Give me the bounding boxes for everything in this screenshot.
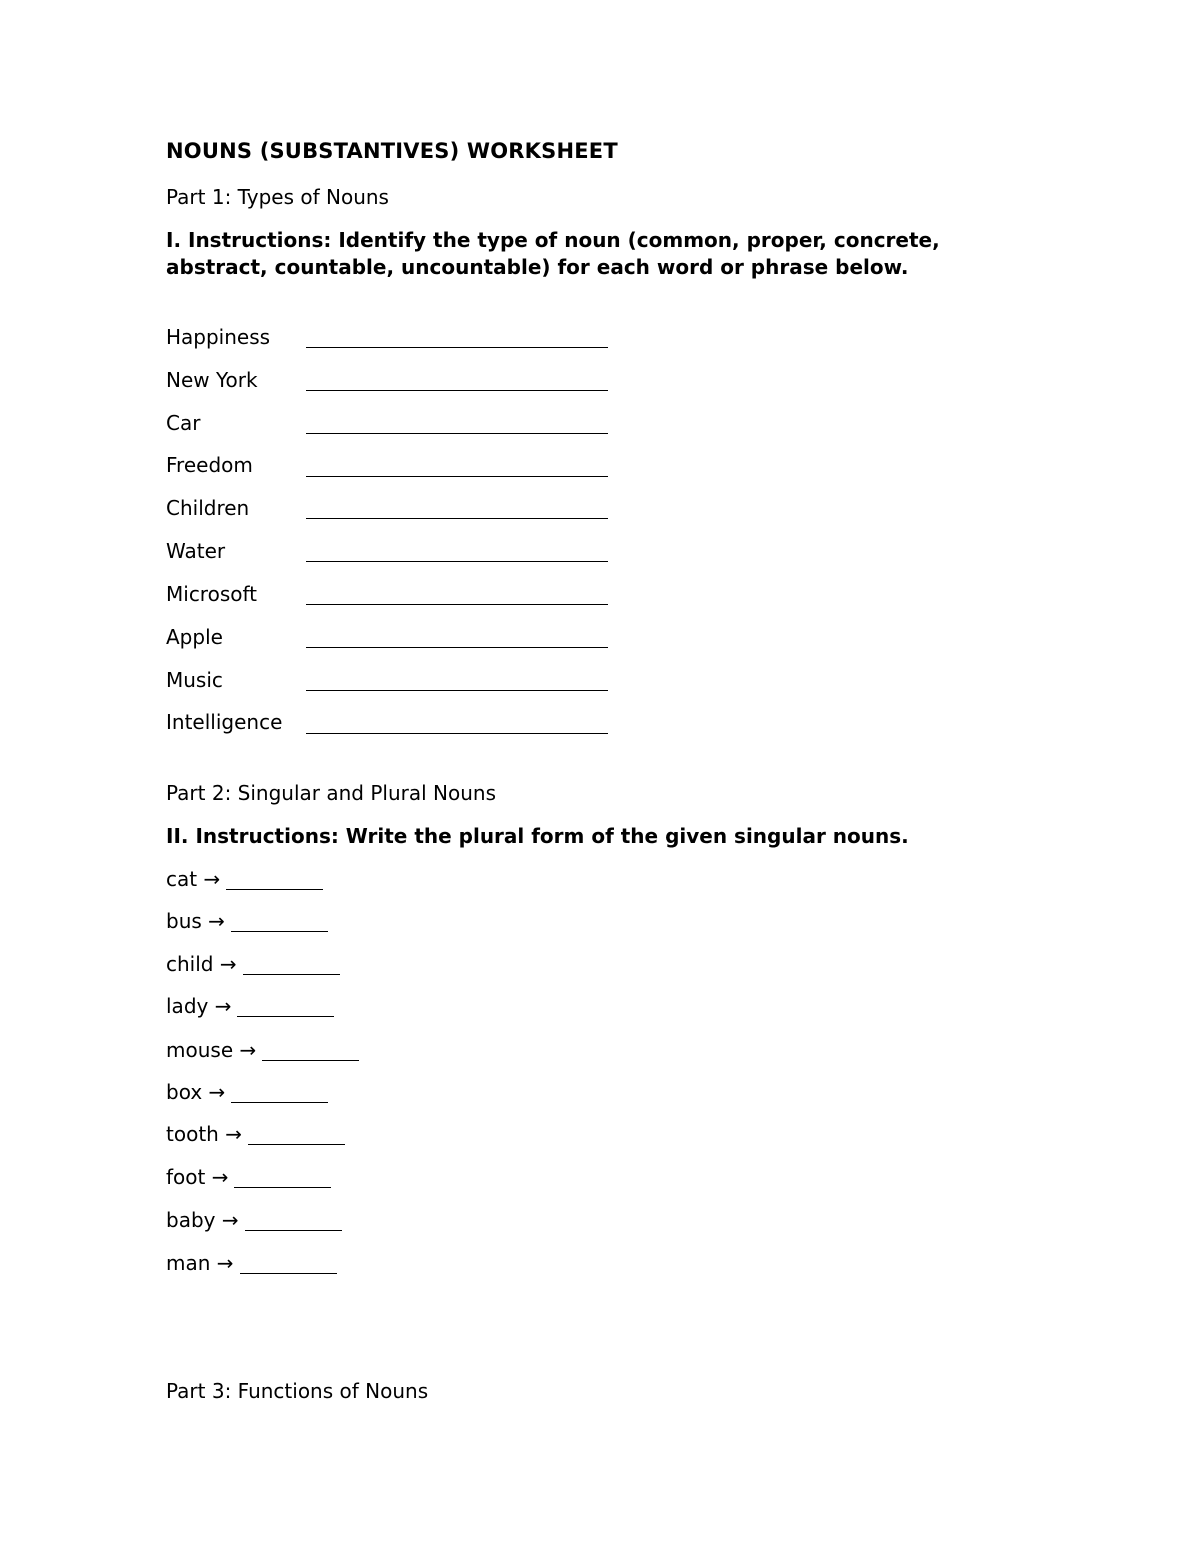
plural-answer-blank[interactable] bbox=[231, 931, 328, 932]
plural-item bbox=[166, 1080, 328, 1104]
plural-answer-blank[interactable] bbox=[248, 1144, 345, 1145]
plural-item bbox=[166, 1251, 337, 1275]
plural-answer-blank[interactable] bbox=[262, 1060, 359, 1061]
part1-heading: Part 1: Types of Nouns bbox=[166, 185, 389, 209]
part1-answer-line[interactable] bbox=[306, 476, 608, 477]
part1-answer-line[interactable] bbox=[306, 647, 608, 648]
part1-item-label: Music bbox=[166, 668, 223, 692]
part1-item-label: Freedom bbox=[166, 453, 253, 477]
part1-item-label: Microsoft bbox=[166, 582, 258, 606]
plural-item bbox=[166, 909, 328, 933]
part1-item-label: Children bbox=[166, 496, 250, 520]
plural-answer-blank[interactable] bbox=[231, 1102, 328, 1103]
plural-item bbox=[166, 1038, 359, 1062]
part1-item-label: Happiness bbox=[166, 325, 271, 349]
part1-instructions: I. Instructions: Identify the type of noun (common, proper, concrete, abstract, countable, uncountable) for each word or phrase below. bbox=[166, 228, 940, 279]
plural-answer-blank[interactable] bbox=[237, 1016, 334, 1017]
plural-answer-blank[interactable] bbox=[226, 889, 323, 890]
part1-answer-line[interactable] bbox=[306, 733, 608, 734]
plural-answer-blank[interactable] bbox=[243, 974, 340, 975]
part1-item-label: Water bbox=[166, 539, 226, 563]
plural-item bbox=[166, 994, 334, 1018]
plural-item bbox=[166, 1122, 345, 1146]
plural-item-word: bus → bbox=[166, 909, 225, 933]
part1-answer-line[interactable] bbox=[306, 347, 608, 348]
part1-item-label: Car bbox=[166, 411, 201, 435]
plural-item-word: lady → bbox=[166, 994, 232, 1018]
plural-item-word: foot → bbox=[166, 1165, 229, 1189]
part1-answer-line[interactable] bbox=[306, 561, 608, 562]
plural-answer-blank[interactable] bbox=[240, 1273, 337, 1274]
plural-answer-blank[interactable] bbox=[245, 1230, 342, 1231]
part2-instructions: II. Instructions: Write the plural form of the given singular nouns. bbox=[166, 824, 909, 848]
plural-item-word: man → bbox=[166, 1251, 234, 1275]
plural-item-word: tooth → bbox=[166, 1122, 242, 1146]
part1-item-label: Apple bbox=[166, 625, 223, 649]
plural-item bbox=[166, 952, 340, 976]
plural-item-word: baby → bbox=[166, 1208, 239, 1232]
part1-answer-line[interactable] bbox=[306, 690, 608, 691]
worksheet-title: NOUNS (SUBSTANTIVES) WORKSHEET bbox=[166, 139, 618, 163]
part1-item-label: New York bbox=[166, 368, 258, 392]
part1-answer-line[interactable] bbox=[306, 390, 608, 391]
plural-item bbox=[166, 1208, 342, 1232]
part1-answer-line[interactable] bbox=[306, 604, 608, 605]
part1-item-label: Intelligence bbox=[166, 710, 283, 734]
plural-item-word: child → bbox=[166, 952, 237, 976]
plural-answer-blank[interactable] bbox=[234, 1187, 331, 1188]
plural-item-word: box → bbox=[166, 1080, 226, 1104]
plural-item-word: mouse → bbox=[166, 1038, 257, 1062]
part1-answer-line[interactable] bbox=[306, 518, 608, 519]
part2-heading: Part 2: Singular and Plural Nouns bbox=[166, 781, 496, 805]
part3-heading: Part 3: Functions of Nouns bbox=[166, 1379, 429, 1403]
part1-answer-line[interactable] bbox=[306, 433, 608, 434]
plural-item-word: cat → bbox=[166, 867, 221, 891]
plural-item bbox=[166, 1165, 331, 1189]
plural-item bbox=[166, 867, 323, 891]
